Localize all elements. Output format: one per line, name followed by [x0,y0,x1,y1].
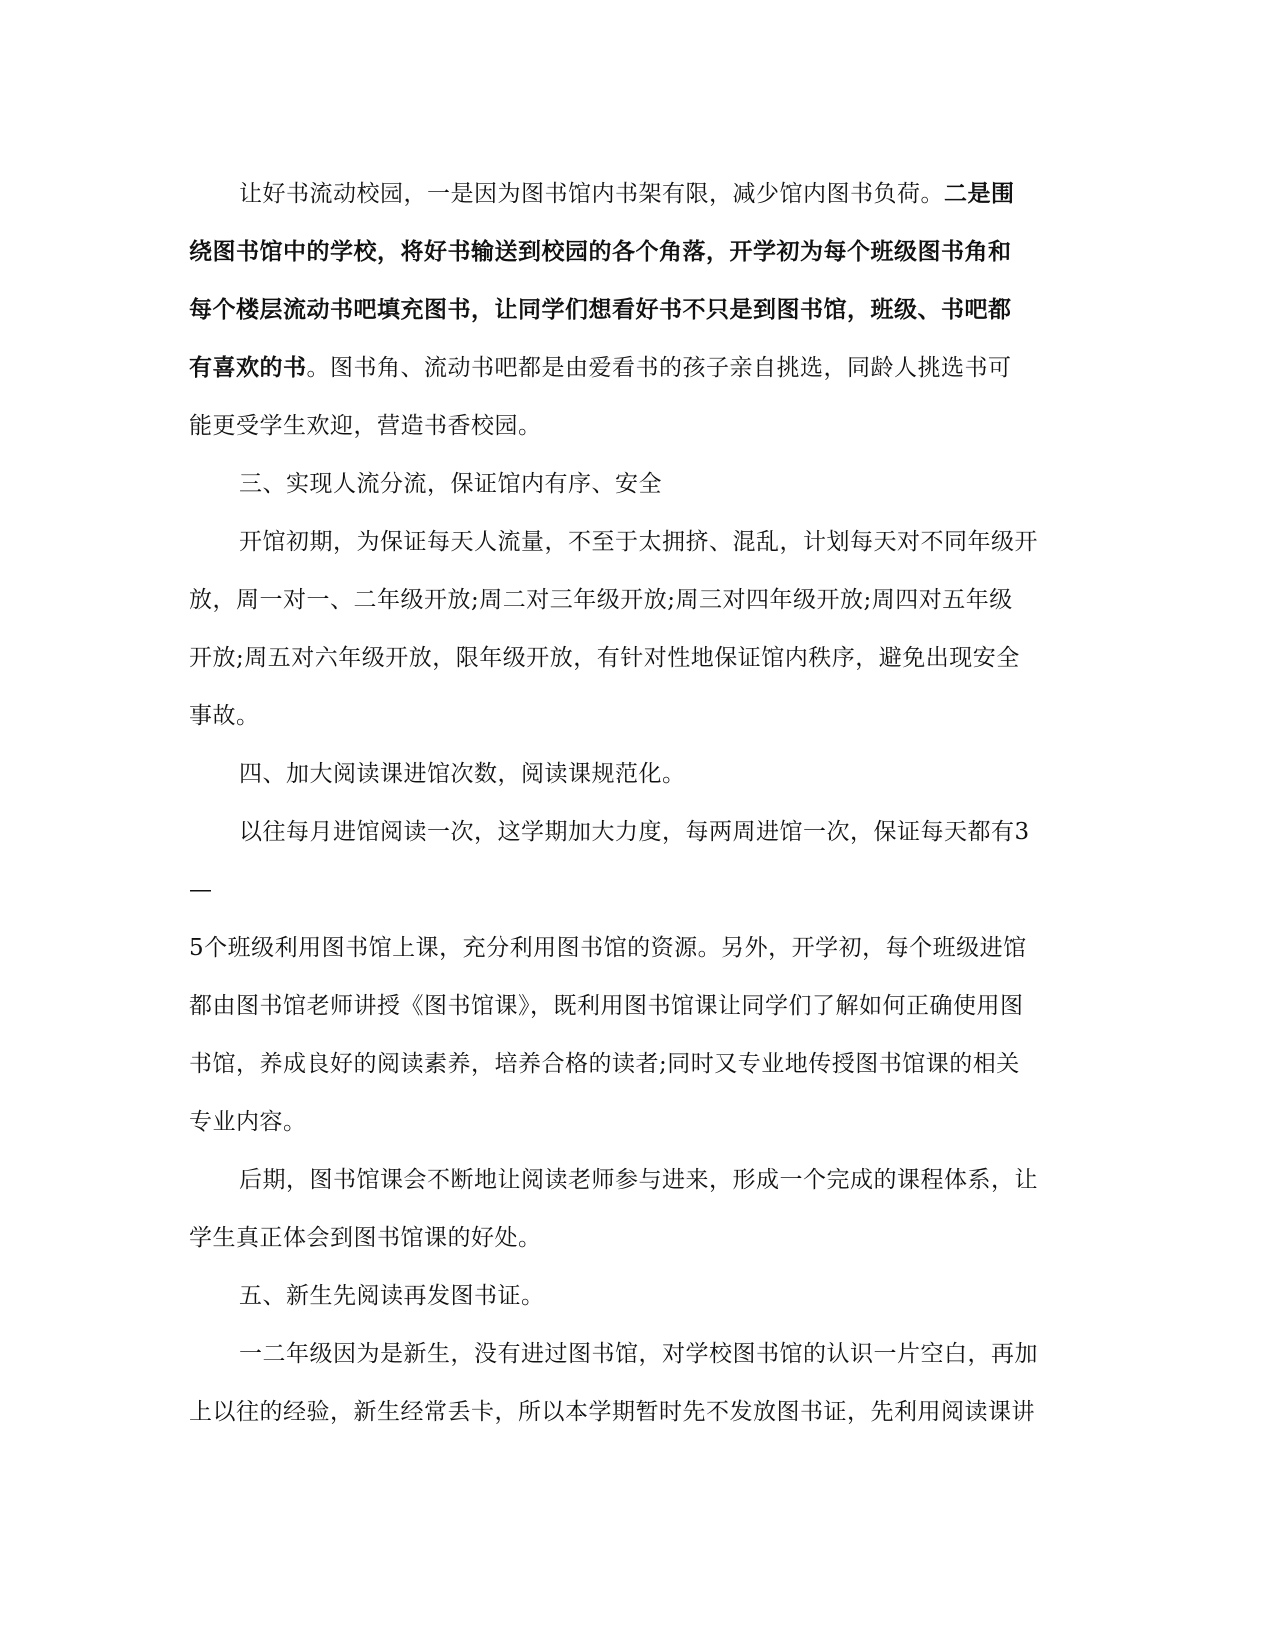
text-line [189,1383,1094,1441]
bold-text-run: 二是围 [944,180,1015,207]
text-run: 三、实现人流分流，保证馆内有序、安全 [239,471,662,497]
text-line [189,397,1094,455]
text-run: 都由图书馆老师讲授《图书馆课》，既利用图书馆课让同学们了解如何正确使用图 [189,993,1024,1019]
text-run: 四、加大阅读课进馆次数，阅读课规范化。 [239,761,686,787]
text-run: 上以往的经验，新生经常丢卡，所以本学期暂时先不发放图书证，先利用阅读课讲 [189,1399,1035,1425]
text-run: 让好书流动校园，一是因为图书馆内书架有限，减少馆内图书负荷。 [239,181,944,207]
text-run: 开放;周五对六年级开放，限年级开放，有针对性地保证馆内秩序，避免出现安全 [189,645,1020,671]
text-run: 事故。 [189,703,260,729]
text-line [189,455,1094,513]
text-line [189,803,1094,861]
text-run: 学生真正体会到图书馆课的好处。 [189,1225,542,1251]
text-line [189,339,1094,397]
text-run: 能更受学生欢迎，营造书香校园。 [189,413,542,439]
text-line [189,1151,1094,1209]
text-line [189,861,1094,919]
body-text [189,165,1094,1441]
text-line [189,223,1094,281]
text-line [189,1035,1094,1093]
bold-text-run: 每个楼层流动书吧填充图书，让同学们想看好书不只是到图书馆，班级、书吧都 [189,296,1012,323]
text-run: 。图书角、流动书吧都是由爱看书的孩子亲自挑选，同龄人挑选书可 [306,355,1012,381]
text-run: 专业内容。 [189,1109,307,1135]
text-line [189,919,1094,977]
text-line [189,687,1094,745]
text-line [189,977,1094,1035]
bold-text-run: 有喜欢的书 [189,354,307,381]
text-line [189,629,1094,687]
text-line [189,1209,1094,1267]
text-run: 后期，图书馆课会不断地让阅读老师参与进来，形成一个完成的课程体系，让 [239,1167,1038,1193]
text-line [189,165,1094,223]
text-line [189,1093,1094,1151]
text-line [189,745,1094,803]
text-run: 五、新生先阅读再发图书证。 [239,1283,545,1309]
text-run: 一二年级因为是新生，没有进过图书馆，对学校图书馆的认识一片空白，再加 [239,1341,1038,1367]
text-run: — [189,877,213,903]
text-line [189,571,1094,629]
text-line [189,1267,1094,1325]
text-run: 放，周一对一、二年级开放;周二对三年级开放;周三对四年级开放;周四对五年级 [189,587,1013,613]
text-run: 以往每月进馆阅读一次，这学期加大力度，每两周进馆一次，保证每天都有3 [239,819,1030,845]
text-run: 书馆，养成良好的阅读素养，培养合格的读者;同时又专业地传授图书馆课的相关 [189,1051,1020,1077]
text-line [189,513,1094,571]
text-line [189,281,1094,339]
bold-text-run: 绕图书馆中的学校，将好书输送到校园的各个角落，开学初为每个班级图书角和 [189,238,1012,265]
text-run: 开馆初期，为保证每天人流量，不至于太拥挤、混乱，计划每天对不同年级开 [239,529,1038,555]
text-run: 5个班级利用图书馆上课，充分利用图书馆的资源。另外，开学初，每个班级进馆 [189,935,1027,961]
text-line [189,1325,1094,1383]
